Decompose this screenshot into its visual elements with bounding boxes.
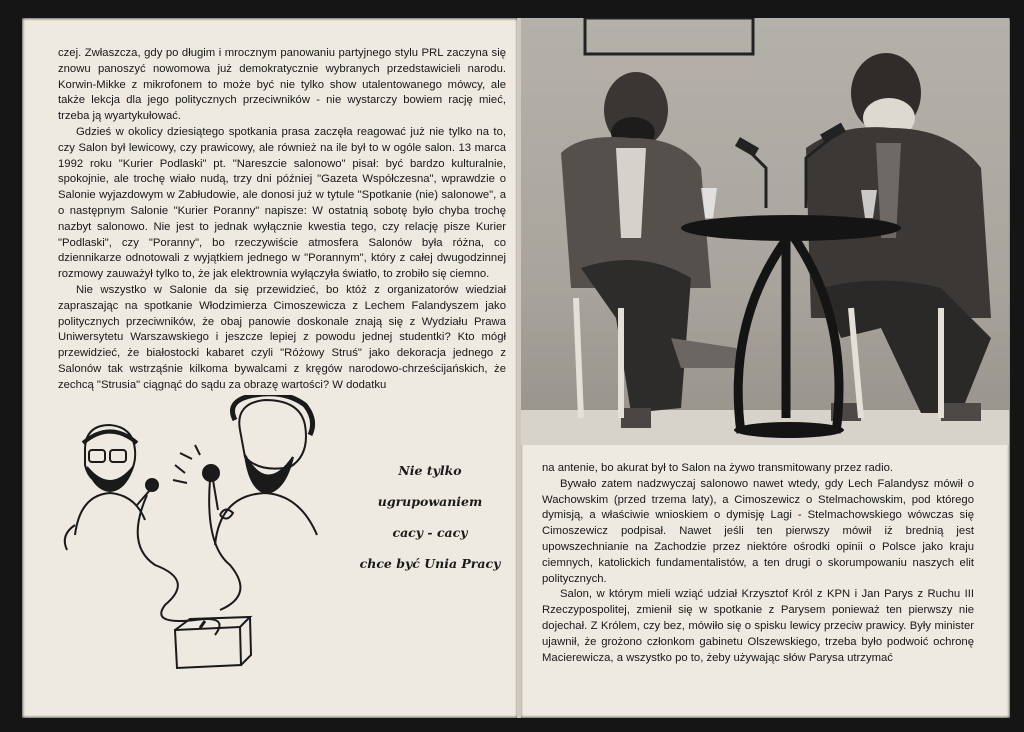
panel-photograph	[521, 18, 1009, 445]
caption-line: ugrupowaniem	[377, 494, 483, 509]
right-paragraph-3: Salon, w którym mieli wziąć udział Krzysztof Król z KPN i Jan Parys z Ruchu III Rzeczypospolitej, zmienił się w spotkanie z Parysem ponieważ ten pierwszy nie dojechał. Z Królem, czy bez, mówiło się o spisku lewicy przeciw prawicy. Były minister ujawnił, że grożono członkom gabinetu Olszewskiego, trzeba było podwoić ochronę Macierewicza, a wszystko po to, żeby używając słów Parysa utrzymać	[542, 588, 974, 664]
left-paragraph-2: Gdzieś w okolicy dziesiątego spotkania prasa zaczęła reagować już nie tylko na to, czy Salon był lewicowy, czy prawicowy, ale również na ile był to w ogóle salon. 13 marca 1992 roku "Kurier Podlaski" pt. "Nareszcie salonowo" pisał: być bardzo kulturalnie, spokojnie, ale trochę wiało nudą, trzy dni później "Gazeta Współczesna", wprawdzie o Salonie wyjazdowym w Zabłudowie, ale donosi już w tytule "Spotkanie (nie) salonowe", a o następnym Salonie "Kurier Poranny" napisze: W ostatnią sobotę było chyba trochę nazbyt salonowo. Nie jest to jednak wyłącznie kwestia tego, czy relację pisze Kurier "Podlaski", czy "Poranny", bo rzeczywiście atmosfera Salonów była różna, co dziennikarze odnotowali z wyjątkiem jednego w "Porannym", który z całej dwugodzinnej rozmowy zauważył tylko to, że jak elektrownia wyłączyła światło, to zrobiło się ciemno.	[58, 125, 506, 281]
caption-line: Nie tylko	[398, 463, 462, 478]
left-paragraph-1: czej. Zwłaszcza, gdy po długim i mrocznym panowaniu partyjnego stylu PRL zaczyna się znowu panoszyć nowomowa już demokratycznie wybranych przedstawicieli narodu. Korwin-Mikke z mikrofonem to może być nie tylko show utalentowanego mówcy, ale także lekcja dla jego politycznych przeciwników - nie wystarczy bowiem rację mieć, trzeba ją wyartykułować.	[58, 47, 506, 123]
cartoon-illustration	[55, 395, 345, 685]
right-paragraph-1: na antenie, bo akurat był to Salon na żywo transmitowany przez radio.	[542, 462, 894, 474]
left-page-text	[58, 46, 506, 394]
cartoon-caption	[355, 455, 505, 579]
right-page-text	[542, 461, 974, 666]
right-paragraph-2: Bywało zatem nadzwyczaj salonowo nawet wtedy, gdy Lech Falandysz mówił o Wachowskim (przed trzema laty), a Cimoszewicz o Stelmachowskim, pod którego dymisją, a właściwie wnioskiem o dymisję Lagi - Stelmachowskiego wówczas się Cimoszewicz podpisał. Nawet jeśli ten pierwszy mówił iż brednią jest upowszechnianie na Zachodzie przez niektóre ośrodki opinii o Polsce jako kraju ciemnych, katolickich fundamentalistów, a ten drugi o skorumpowaniu naszych elit politycznych.	[542, 477, 974, 585]
caption-line: cacy - cacy	[392, 525, 468, 540]
left-paragraph-3: Nie wszystko w Salonie da się przewidzieć, bo któż z organizatorów wiedział zapraszając na spotkanie Włodzimierza Cimoszewicza z Lechem Falandyszem jako politycznych przeciwników, że obaj panowie doskonale znają się z Wydziału Prawa Uniwersytetu Warszawskiego i jeszcze lepiej z powodu jednej studentki? Kto mógł przewidzieć, że białostocki kabaret czyli "Różowy Struś" jako dekoracja jednego z Salonów tak wstrząśnie kilkoma bywalcami z kręgów narodowo-chrześcijańskich, że zechcą "Strusia" ciągnąć do sądu za obrazę wartości? W dodatku	[58, 283, 506, 391]
caption-line: chce być Unia Pracy	[359, 556, 501, 571]
